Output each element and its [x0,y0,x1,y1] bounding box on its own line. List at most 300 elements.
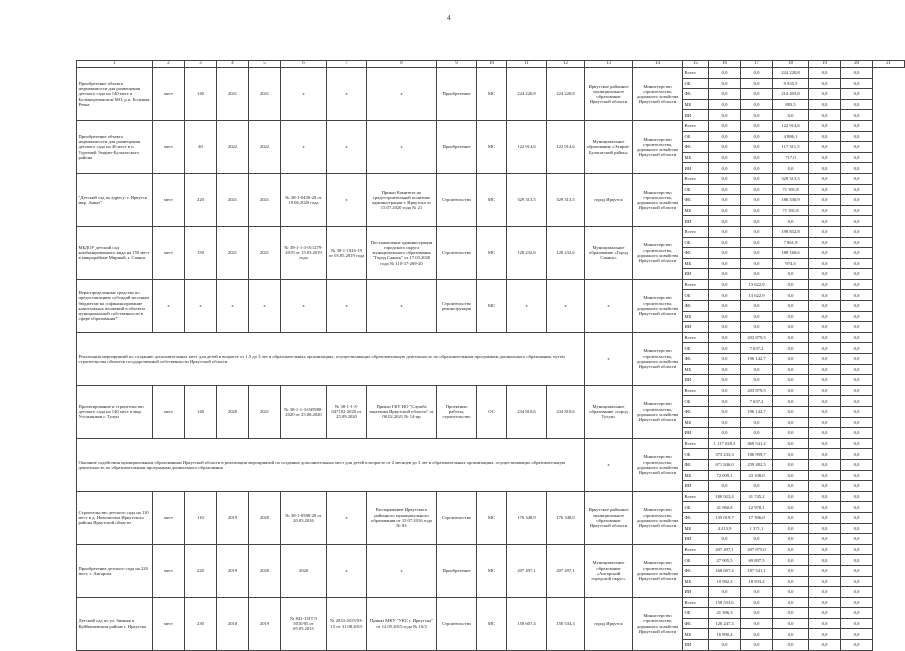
municipality-cell: город Иркутск [585,173,633,226]
amount-cell: 0,0 [841,173,873,184]
amount-cell: 671 846,0 [709,459,741,470]
funding-source: МБ [683,152,709,163]
column-4-cell: x [217,279,249,332]
column-9-cell: Строительство [437,491,477,544]
amount-cell: 0,0 [809,184,841,195]
amount-cell: 0,0 [809,597,841,608]
column-6-cell: x [281,279,327,332]
amount-cell: 0,0 [741,364,773,375]
amount-cell: 0,0 [773,343,809,354]
amount-cell: 224 220,8 [773,68,809,79]
column-6-cell: № 38-1-0588-20 от 20.05.2016 [281,491,327,544]
column-11-cell: 234 810,6 [507,385,547,438]
amount-cell: 0,0 [741,78,773,89]
amount-cell: 0,0 [741,629,773,640]
amount-cell: 0,0 [773,322,809,333]
column-9-cell: Строительство реконструкция [437,279,477,332]
amount-cell: 0,0 [773,354,809,365]
amount-cell: 0,0 [773,385,809,396]
amount-cell: 0,0 [841,629,873,640]
column-number: 3 [185,61,217,68]
amount-cell: 0,0 [773,512,809,523]
amount-cell: 0,0 [741,248,773,259]
amount-cell: 0,0 [709,311,741,322]
amount-cell: 0,0 [841,354,873,365]
amount-cell: 0,0 [741,375,773,386]
column-3-cell: 140 [185,68,217,121]
amount-cell: 0,0 [809,640,841,651]
amount-cell: 0,0 [741,587,773,598]
amount-cell: 0,0 [809,131,841,142]
amount-cell: 0,0 [841,597,873,608]
funding-source: ИИ [683,110,709,121]
amount-cell: 0,0 [773,502,809,513]
funding-source: МБ [683,576,709,587]
amount-cell: 16 890,4 [709,629,741,640]
amount-cell: 180 923,4 [709,491,741,502]
table-row [77,491,905,502]
amount-cell: 0,0 [809,629,841,640]
column-10-cell: МС [477,68,507,121]
amount-cell: 0,0 [773,449,809,460]
column-8-cell: x [367,68,437,121]
table-row [77,438,905,449]
column-6-cell: x [281,120,327,173]
amount-cell: 0,0 [741,173,773,184]
amount-cell: 0,0 [841,491,873,502]
column-6-cell: 2020 [281,544,327,597]
column-12-cell: 234 810,6 [547,385,585,438]
amount-cell: 203 879,5 [741,332,773,343]
amount-cell: 0,0 [809,152,841,163]
amount-cell: 0,0 [841,587,873,598]
funding-source: ФБ [683,512,709,523]
amount-cell: 122 914,6 [773,120,809,131]
amount-cell: 0,0 [709,290,741,301]
amount-cell: 0,0 [841,290,873,301]
amount-cell: 0,0 [773,608,809,619]
amount-cell: 0,0 [841,618,873,629]
amount-cell: 0,0 [809,290,841,301]
amount-cell: 0,0 [709,332,741,343]
amount-cell: 0,0 [709,396,741,407]
amount-cell: 9 935,5 [773,78,809,89]
amount-cell: 188 160,6 [773,248,809,259]
amount-cell: 72 009,1 [709,470,741,481]
table-body [77,61,905,651]
amount-cell: 0,0 [773,311,809,322]
municipality-cell: x [585,279,633,332]
amount-cell: 0,0 [841,449,873,460]
municipality-cell: Муниципальное образование «Ангарский городской округ» [585,544,633,597]
amount-cell: 0,0 [741,163,773,174]
column-5-cell: x [249,279,281,332]
amount-cell: 0,0 [773,534,809,545]
amount-cell: 0,0 [773,407,809,418]
amount-cell: 186 530,9 [773,195,809,206]
amount-cell: 0,0 [841,512,873,523]
column-7-cell: x [327,279,367,332]
funding-source: ФБ [683,354,709,365]
amount-cell: 0,0 [841,438,873,449]
amount-cell: 10 982,2 [709,576,741,587]
header-row [77,61,905,68]
funding-source: Всего [683,385,709,396]
amount-cell: 0,0 [741,99,773,110]
amount-cell: 0,0 [709,237,741,248]
column-10-cell: МС [477,491,507,544]
funding-source: Всего [683,332,709,343]
amount-cell: 0,0 [773,396,809,407]
column-7-cell: x [327,68,367,121]
column-4-cell: 2019 [217,491,249,544]
funding-source: ФБ [683,142,709,153]
amount-cell: 0,0 [809,491,841,502]
column-9-cell: Приобретение [437,544,477,597]
column-11-cell: 128 232,6 [507,226,547,279]
funding-source: МБ [683,99,709,110]
amount-cell: 0,0 [841,576,873,587]
amount-cell: 0,0 [773,417,809,428]
amount-cell: 207 875,0 [741,544,773,555]
funding-source: ОБ [683,449,709,460]
funding-source: ИИ [683,322,709,333]
funding-source: ОБ [683,343,709,354]
amount-cell: 0,0 [709,640,741,651]
amount-cell: 0,0 [809,343,841,354]
amount-cell: 0,0 [841,364,873,375]
amount-cell: 0,0 [809,354,841,365]
column-11-cell: 329 313,5 [507,173,547,226]
ministry-cell: Министерство строительства, дорожного хозяйства Иркутской области [633,332,683,385]
amount-cell: 0,0 [709,587,741,598]
column-11-cell: 224 220,8 [507,68,547,121]
amount-cell: 0,0 [741,428,773,439]
funding-source: ИИ [683,216,709,227]
section-description: Оказание содействия муниципальным образованиям Иркутской области в реализации мероприятий по созданию дополнительных мест для детей в возрасте от 2 месяцев до 3 лет в образовательных организациях, осуществляющих образовательную деятельность по образовательным программам дошкольного образования [77,438,585,491]
column-7-cell: № 38-1-1026-19 от 03.05.2019 года [327,226,367,279]
column-8-cell: x [367,544,437,597]
amount-cell: 0,0 [841,459,873,470]
amount-cell: 0,0 [841,608,873,619]
amount-cell: 0,0 [841,89,873,100]
amount-cell: 0,0 [841,99,873,110]
table-row [77,332,905,343]
amount-cell: 0,0 [773,640,809,651]
column-4-cell: 2019 [217,544,249,597]
column-number: 7 [327,61,367,68]
amount-cell: 0,0 [773,618,809,629]
column-5-cell: 2021 [249,173,281,226]
column-9-cell: Строительство [437,226,477,279]
amount-cell: 0,0 [841,544,873,555]
amount-cell: 0,0 [741,258,773,269]
column-number: 5 [249,61,281,68]
amount-cell: 0,0 [709,258,741,269]
amount-cell: 117 311,5 [773,142,809,153]
amount-cell: 0,0 [841,396,873,407]
column-10-cell: ОС [477,385,507,438]
municipality-cell: Муниципальное образование «Город Саянск» [585,226,633,279]
funding-source: ИИ [683,481,709,492]
amount-cell: 0,0 [773,555,809,566]
column-number: 12 [547,61,585,68]
amount-cell: 0,0 [773,269,809,280]
amount-cell: 0,0 [841,184,873,195]
amount-cell: 0,0 [773,332,809,343]
column-6-cell: № 38-1-1-3-011279-2019 от 15.03.2019 года [281,226,327,279]
amount-cell: 0,0 [709,364,741,375]
column-5-cell: 2021 [249,226,281,279]
object-name: "Детский сад по адресу: г. Иркутск мкр. Анкат" [77,173,153,226]
object-name: МБДОУ детский сад комбинированного вида на 150 мест в микрорайоне Мирный, г. Саянск [77,226,153,279]
amount-cell: 1 371,1 [741,523,773,534]
amount-cell: 0,0 [709,173,741,184]
column-12-cell: 329 313,5 [547,173,585,226]
municipality-cell: Муниципальное образование «город Тулун» [585,385,633,438]
amount-cell: 0,0 [809,555,841,566]
funding-source: ОБ [683,502,709,513]
ministry-cell: Министерство строительства, дорожного хозяйства Иркутской области [633,173,683,226]
column-10-cell: МС [477,544,507,597]
amount-cell: 329 313,5 [773,173,809,184]
funding-source: ОБ [683,290,709,301]
amount-cell: 1 117 028,3 [709,438,741,449]
funding-source: МБ [683,258,709,269]
amount-cell: 158 533,6 [709,597,741,608]
column-2-cell: мест [153,226,185,279]
amount-cell: 0,0 [709,163,741,174]
ministry-cell: Министерство строительства, дорожного хозяйства Иркутской области [633,226,683,279]
column-12-cell: 128 232,6 [547,226,585,279]
column-number: 20 [841,61,873,68]
amount-cell: 0,0 [841,269,873,280]
amount-cell: 12 978,1 [741,502,773,513]
column-12-cell: x [547,279,585,332]
column-2-cell: мест [153,491,185,544]
funding-source: ОБ [683,555,709,566]
column-12-cell: 158 534,3 [547,597,585,650]
amount-cell: 0,0 [809,438,841,449]
amount-cell: 0,0 [841,407,873,418]
column-6-cell: № 38-1-1-3-045980-2020 от 25.08.2020 [281,385,327,438]
amount-cell: 0,0 [773,597,809,608]
column-12-cell: 176 348,9 [547,491,585,544]
amount-cell: 0,0 [809,587,841,598]
column-number: 18 [773,61,809,68]
ministry-cell: Министерство строительства, дорожного хозяйства Иркутской области [633,385,683,438]
column-3-cell: 40 [185,120,217,173]
amount-cell: 0,0 [841,640,873,651]
amount-cell: 0,0 [709,205,741,216]
amount-cell: 0,0 [809,385,841,396]
amount-cell: 0,0 [741,534,773,545]
amount-cell: 7 861,9 [773,237,809,248]
amount-cell: 0,0 [741,110,773,121]
amount-cell: 0,0 [741,184,773,195]
municipality-cell: Муниципальное образование «Эхирит-Булагатский район» [585,120,633,173]
ministry-cell: Министерство строительства, дорожного хозяйства Иркутской области [633,597,683,650]
amount-cell: 27 905,5 [709,555,741,566]
column-8-cell: Приказ МКУ "УКС г. Иркутска" от 12.05.2015 года № 10/3 [367,597,437,650]
amount-cell: 135 019,7 [709,512,741,523]
column-number: 2 [153,61,185,68]
funding-source: ФБ [683,248,709,259]
amount-cell: 0,0 [841,205,873,216]
amount-cell: 7 637,2 [741,396,773,407]
table-row [77,120,905,131]
amount-cell: 259 482,5 [741,459,773,470]
amount-cell: 0,0 [809,163,841,174]
amount-cell: 71 391,8 [773,184,809,195]
amount-cell: 0,0 [809,396,841,407]
column-6-cell: x [281,68,327,121]
amount-cell: 0,0 [809,565,841,576]
amount-cell: 17 396,0 [741,512,773,523]
object-name: Приобретение объекта недвижимости для размещения детского сада на 140 мест в Большереченском МО, р.п. Большая Речка [77,68,153,121]
object-name: Приобретение детского сада на 220 мест, г. Ангарска [77,544,153,597]
amount-cell: 0,0 [841,565,873,576]
funding-source: ОБ [683,184,709,195]
amount-cell: 0,0 [709,375,741,386]
amount-cell: 0,0 [809,576,841,587]
funding-source: ИИ [683,587,709,598]
table-row [77,279,905,290]
funding-source: ОБ [683,78,709,89]
column-3-cell: 220 [185,173,217,226]
amount-cell: 0,0 [709,385,741,396]
amount-cell: 0,0 [773,481,809,492]
table-row [77,173,905,184]
table-row [77,597,905,608]
amount-cell: 0,0 [773,301,809,312]
amount-cell: 0,0 [809,523,841,534]
amount-cell: 203 879,5 [741,385,773,396]
amount-cell: 0,0 [841,502,873,513]
amount-cell: 0,0 [841,142,873,153]
amount-cell: 0,0 [741,205,773,216]
funding-source: ИИ [683,534,709,545]
amount-cell: 7 637,2 [741,343,773,354]
amount-cell: 0,0 [773,216,809,227]
amount-cell: 186 999,7 [741,449,773,460]
amount-cell: 0,0 [841,481,873,492]
amount-cell: 0,0 [773,290,809,301]
amount-cell: 0,0 [773,163,809,174]
amount-cell: 0,0 [709,120,741,131]
funding-source: Всего [683,544,709,555]
amount-cell: 0,0 [773,576,809,587]
funding-source: Всего [683,68,709,79]
amount-cell: 0,0 [741,131,773,142]
funding-source: ИИ [683,640,709,651]
amount-cell: 23 108,0 [741,470,773,481]
column-9-cell: Приобретение [437,120,477,173]
column-7-cell: x [327,173,367,226]
amount-cell: 0,0 [841,375,873,386]
column-7-cell: x [327,544,367,597]
amount-cell: 18 933,2 [741,576,773,587]
amount-cell: 0,0 [741,269,773,280]
amount-cell: 0,0 [741,216,773,227]
municipality-cell: Иркутское районное муниципальное образование Иркутской области [585,68,633,121]
amount-cell: 0,0 [709,417,741,428]
amount-cell: 0,0 [841,248,873,259]
amount-cell: 120 247,3 [709,618,741,629]
amount-cell: 196 142,7 [741,354,773,365]
column-12-cell: 224 220,8 [547,68,585,121]
amount-cell: 0,0 [841,120,873,131]
amount-cell: 0,0 [809,89,841,100]
amount-cell: 0,0 [841,226,873,237]
amount-cell: 0,0 [709,428,741,439]
amount-cell: 0,0 [809,120,841,131]
page-number: 4 [447,14,451,22]
amount-cell: 0,0 [841,237,873,248]
column-11-cell: 207 497,1 [507,544,547,597]
funding-source: ФБ [683,195,709,206]
column-8-cell: Постановление администрации городского округа муниципального образования "Город Саянск" от 17.03.2020 года № 110-37-269-20 [367,226,437,279]
amount-cell: 0,0 [741,89,773,100]
amount-cell: 0,0 [841,258,873,269]
amount-cell: 0,0 [809,248,841,259]
amount-cell: 0,0 [809,322,841,333]
amount-cell: 0,0 [773,375,809,386]
amount-cell: 0,0 [809,142,841,153]
amount-cell: 0,0 [809,470,841,481]
amount-cell: 0,0 [809,502,841,513]
funding-source: ОБ [683,608,709,619]
column-8-cell: Приказ ГКУ ИО "Служба заказчика Иркутской области" от 08.02.2021 № 14-пр [367,385,437,438]
funding-source: ОБ [683,131,709,142]
amount-cell: 0,0 [841,78,873,89]
amount-cell: 0,0 [709,481,741,492]
municipality-cell: x [585,438,633,491]
investment-table [76,60,905,651]
ministry-cell: Министерство строительства, дорожного хозяйства Иркутской области [633,68,683,121]
amount-cell: 0,0 [841,470,873,481]
amount-cell: 0,0 [841,131,873,142]
amount-cell: 0,0 [841,385,873,396]
amount-cell: 883,5 [773,99,809,110]
funding-source: ОБ [683,396,709,407]
amount-cell: 0,0 [741,195,773,206]
amount-cell: 0,0 [841,152,873,163]
amount-cell: 0,0 [709,99,741,110]
funding-source: Всего [683,120,709,131]
amount-cell: 0,0 [809,195,841,206]
ministry-cell: Министерство строительства, дорожного хозяйства Иркутской области [633,491,683,544]
amount-cell: 0,0 [809,311,841,322]
amount-cell: 4 886,1 [773,131,809,142]
funding-source: Всего [683,226,709,237]
amount-cell: 0,0 [809,68,841,79]
amount-cell: 0,0 [773,438,809,449]
column-3-cell: 140 [185,385,217,438]
table-row [77,68,905,79]
amount-cell: 0,0 [709,354,741,365]
amount-cell: 187 541,1 [741,565,773,576]
amount-cell: 0,0 [741,597,773,608]
column-10-cell: МС [477,120,507,173]
funding-source: ИИ [683,269,709,280]
column-2-cell: мест [153,385,185,438]
column-number: 1 [77,61,153,68]
amount-cell: 0,0 [709,110,741,121]
amount-cell: 0,0 [741,142,773,153]
amount-cell: 0,0 [809,279,841,290]
column-6-cell: № 841-15ГГЭ 5010/05 от 05.05.2015 [281,597,327,650]
